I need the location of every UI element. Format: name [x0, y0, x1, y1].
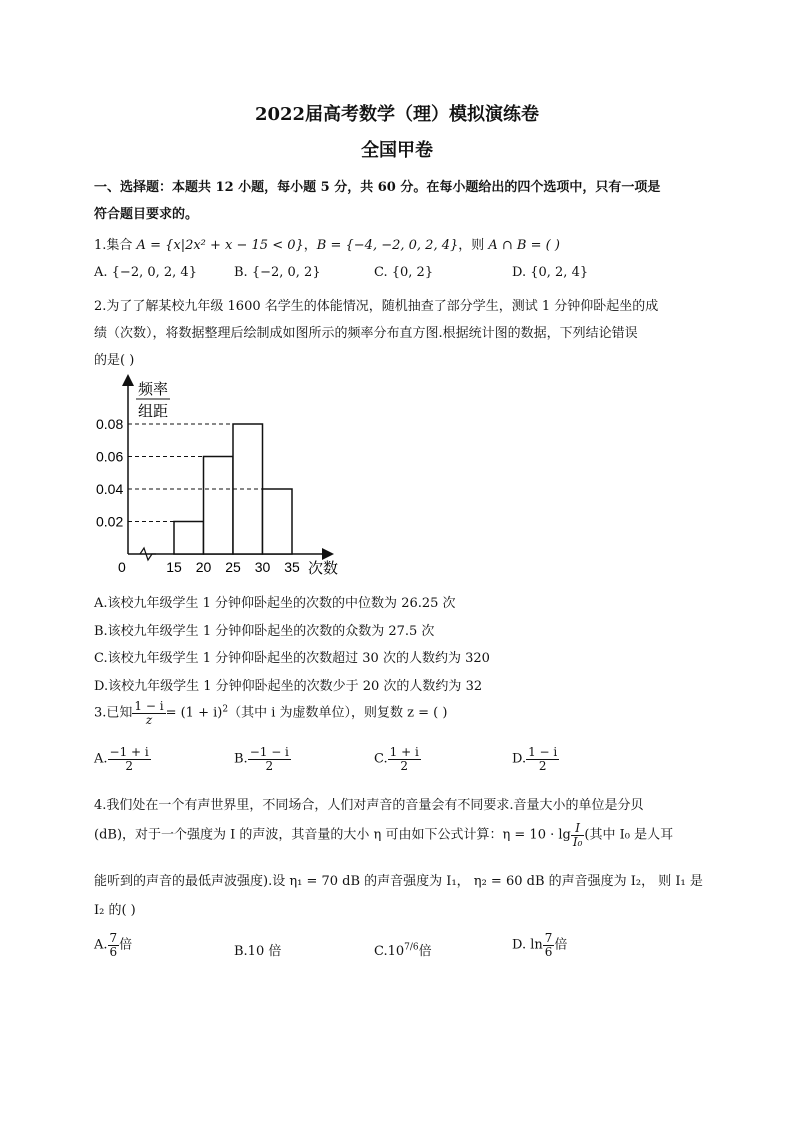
- q3-frac-num: 1 − i: [134, 699, 164, 713]
- y-tick-label: 0.04: [96, 481, 124, 497]
- q1-stem-b: ，则: [458, 238, 489, 253]
- y-tick-label: 0.08: [96, 416, 124, 432]
- q3-option-c-frac: [388, 746, 421, 772]
- q3-option-a-frac: [108, 746, 151, 772]
- q1-option-a: A. {−2, 0, 2, 4}: [94, 265, 197, 280]
- q4-option-b: B.10 倍: [234, 944, 282, 959]
- x-tick-label: 25: [225, 559, 241, 575]
- q3-option-b: [234, 746, 291, 772]
- y-tick-label: 0.06: [96, 448, 124, 465]
- q1-option-d: D. {0, 2, 4}: [512, 265, 589, 280]
- q1-stem-a: 1.集合: [94, 238, 137, 253]
- q3-option-a-den: 2: [125, 758, 133, 773]
- q3-option-b-frac: [248, 746, 291, 772]
- q3-frac-den: z: [145, 712, 153, 727]
- page-subtitle: 全国甲卷: [361, 140, 433, 161]
- q4-frac-den: I₀: [572, 834, 583, 849]
- q3-option-c-den: 2: [400, 758, 409, 773]
- q3-fraction: [132, 700, 165, 726]
- q1-set-a: A = {x|2x² + x − 15 < 0}: [136, 238, 304, 253]
- q3-stem-a: 3.已知: [94, 705, 133, 721]
- histogram-bar: [204, 457, 234, 555]
- q1-expr: A ∩ B = ( ): [488, 238, 560, 253]
- q4-option-d-den: 6: [544, 944, 553, 959]
- frequency-histogram: [90, 372, 360, 582]
- page-title: 2022届高考数学（理）模拟演练卷: [254, 104, 540, 125]
- q2-option-b: B.该校九年级学生 1 分钟仰卧起坐的次数的众数为 27.5 次: [94, 624, 435, 639]
- x-tick-label: 30: [254, 559, 271, 575]
- x-label: 次数: [308, 560, 339, 577]
- question-2-line1: 2.为了了解某校九年级 1600 名学生的体能情况，随机抽查了部分学生，测试 1 分钟仰卧起坐的成: [94, 299, 659, 314]
- q4-option-c-suffix: 倍: [418, 944, 432, 959]
- q1-option-c: C. {0, 2}: [374, 265, 434, 280]
- q3-sup: 2: [222, 704, 229, 715]
- q1-sep: ，: [303, 238, 317, 253]
- q4-option-a-num: 7: [109, 931, 118, 945]
- q3-option-a: [94, 746, 151, 772]
- x-tick-label: 35: [284, 559, 300, 575]
- question-4-line2: [94, 822, 673, 848]
- origin-label: 0: [118, 559, 126, 575]
- q3-option-d-label: D.: [512, 751, 527, 767]
- q4-option-c-base: C.10: [374, 944, 405, 959]
- q3-option-c-label: C.: [374, 751, 388, 767]
- q3-stem-c: （其中 i 为虚数单位），则复数 z = ( ): [228, 705, 448, 721]
- x-tick-label: 15: [166, 559, 182, 575]
- q3-option-a-num: −1 + i: [109, 745, 149, 759]
- q3-option-c: [374, 746, 421, 772]
- q3-option-d: [512, 746, 559, 772]
- question-3-stem: [94, 700, 447, 726]
- q4-option-d-num: 7: [544, 931, 553, 945]
- section-header-line1: 一、选择题：本题共 12 小题，每小题 5 分，共 60 分。在每小题给出的四个选项中，只有一项是: [94, 180, 661, 195]
- question-2-line2: 绩（次数），将数据整理后绘制成如图所示的频率分布直方图.根据统计图的数据，下列结论错误: [94, 326, 638, 341]
- q4-fraction: [571, 822, 585, 848]
- q4-line2b: (其中 I₀ 是人耳: [584, 827, 674, 843]
- q3-option-b-den: 2: [265, 758, 274, 773]
- q4-option-a-suffix: 倍: [119, 937, 133, 953]
- section-header-line2: 符合题目要求的。: [94, 207, 199, 222]
- q3-stem-b: = (1 + i): [165, 705, 223, 721]
- y-label-bottom: 组距: [138, 403, 169, 420]
- y-label-top: 频率: [138, 381, 169, 398]
- question-4-line1: 4.我们处在一个有声世界里，不同场合，人们对声音的音量会有不同要求.音量大小的单位是分贝: [94, 798, 644, 813]
- q3-option-b-label: B.: [234, 751, 248, 767]
- q1-set-b: B = {−4, −2, 0, 2, 4}: [316, 238, 459, 253]
- y-tick-label: 0.02: [96, 513, 124, 530]
- q3-option-c-num: 1 + i: [389, 745, 419, 759]
- q3-option-a-label: A.: [94, 751, 108, 767]
- q4-frac-num: I: [571, 822, 585, 836]
- q2-option-c: C.该校九年级学生 1 分钟仰卧起坐的次数超过 30 次的人数约为 320: [94, 651, 490, 666]
- question-1-stem: [94, 234, 560, 253]
- q4-option-a-frac: [108, 932, 120, 958]
- q3-option-b-num: −1 − i: [249, 745, 289, 759]
- histogram-bar: [263, 489, 293, 554]
- q4-option-d-suffix: 倍: [554, 937, 568, 953]
- q2-option-d: D.该校九年级学生 1 分钟仰卧起坐的次数少于 20 次的人数约为 32: [94, 679, 483, 694]
- q4-option-d-frac: [543, 932, 555, 958]
- q3-option-d-frac: [526, 746, 559, 772]
- q4-line2a: (dB)，对于一个强度为 I 的声波，其音量的大小 η 可由如下公式计算：η = 10 · lg: [94, 827, 571, 843]
- q4-option-d: [512, 932, 567, 958]
- q4-option-c: [374, 940, 432, 959]
- q4-option-a-den: 6: [109, 944, 118, 959]
- q2-option-a: A.该校九年级学生 1 分钟仰卧起坐的次数的中位数为 26.25 次: [94, 596, 456, 611]
- q4-option-d-label: D. ln: [512, 937, 543, 953]
- q4-option-a: [94, 932, 132, 958]
- question-4-line4: I₂ 的( ): [94, 903, 136, 918]
- question-4-line3: 能听到的声音的最低声波强度).设 η₁ = 70 dB 的声音强度为 I₁， η₂ = 60 dB 的声音强度为 I₂， 则 I₁ 是: [94, 874, 703, 889]
- question-2-line3: 的是( ): [94, 353, 135, 368]
- q1-option-b: B. {−2, 0, 2}: [234, 265, 321, 280]
- q3-option-d-num: 1 − i: [528, 745, 558, 759]
- q3-option-d-den: 2: [538, 758, 547, 773]
- q4-option-a-label: A.: [94, 937, 108, 953]
- histogram-bar: [174, 522, 204, 555]
- q4-option-c-exp: 7/6: [404, 942, 419, 953]
- x-tick-label: 20: [195, 559, 212, 575]
